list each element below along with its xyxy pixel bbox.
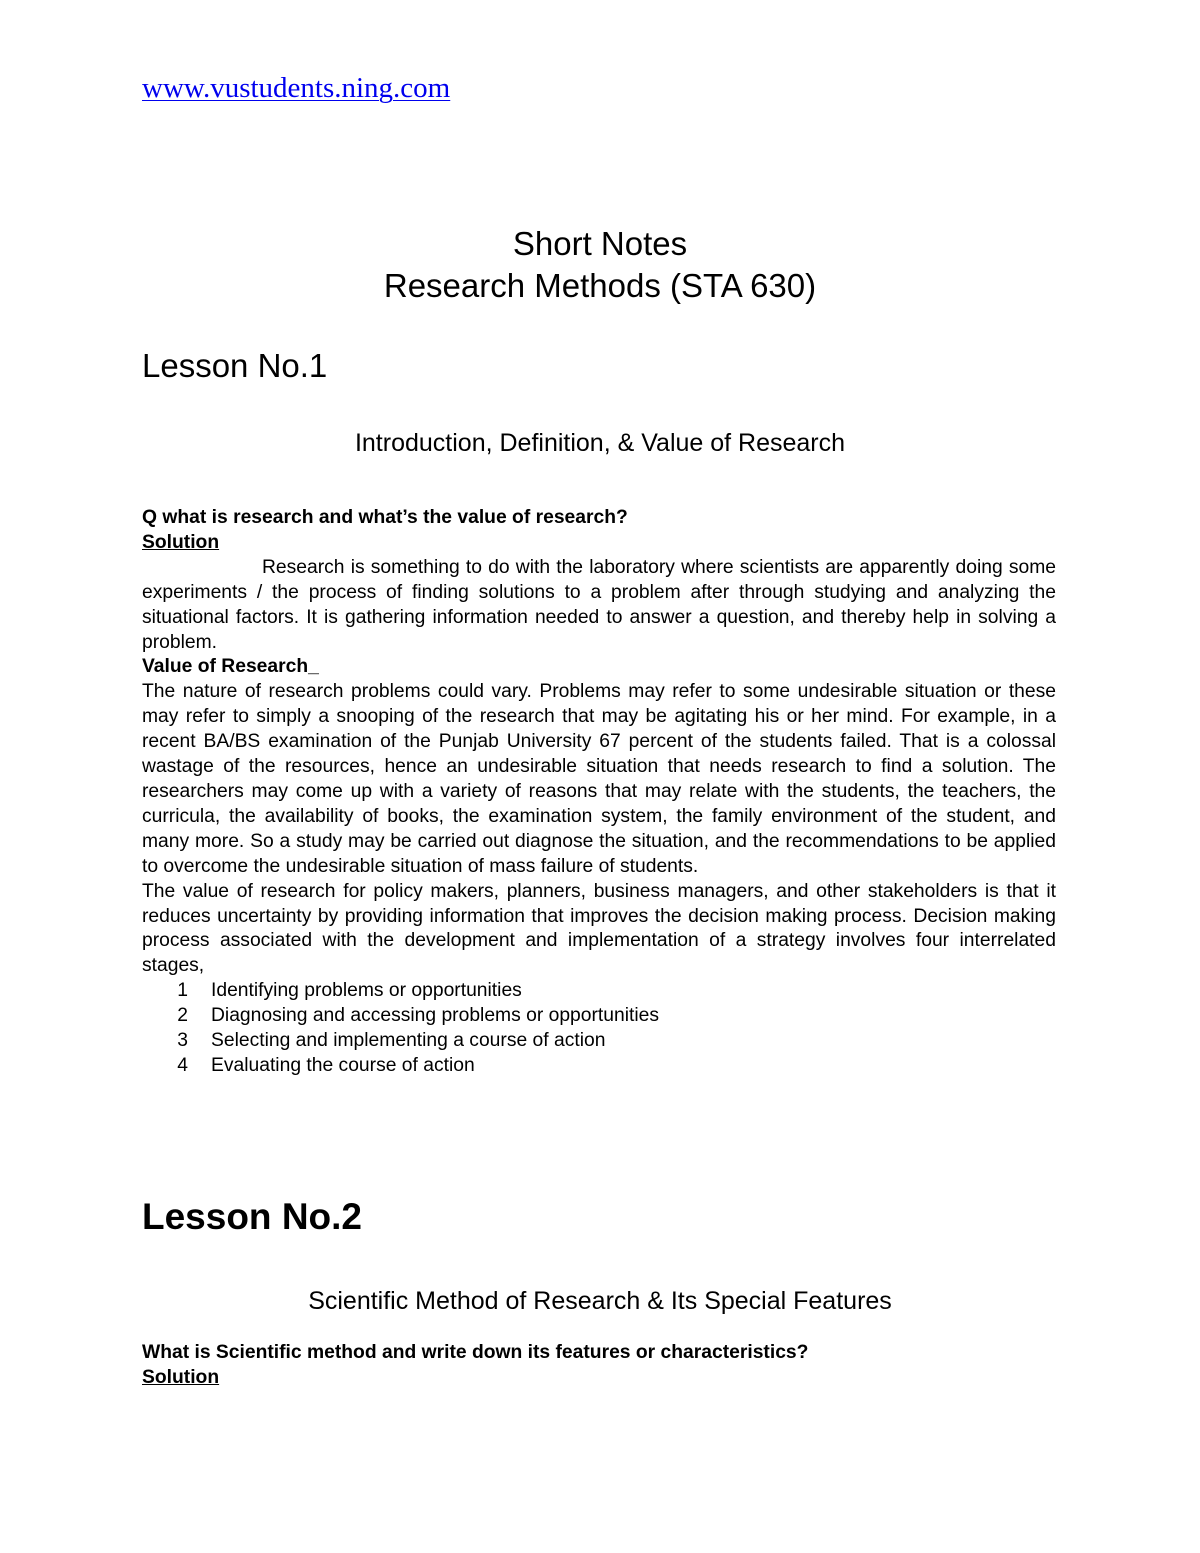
value-of-research-heading: Value of Research_: [142, 656, 319, 678]
lesson-2-solution-label: Solution: [142, 1366, 220, 1388]
value-paragraph-2: The value of research for policy makers, planners, business managers, and other stakeholders is that it reduces uncertainty by providing information that improves the decision making process. Decision making process associated with the development and implementation of a strategy involves four interrelated stages,: [142, 880, 1056, 977]
header-link[interactable]: www.vustudents.ning.com: [142, 72, 451, 104]
list-item-text: Evaluating the course of action: [211, 1054, 475, 1076]
lesson-1-question: Q what is research and what’s the value of research?: [142, 507, 628, 528]
list-item: [142, 1029, 1056, 1054]
list-item-text: Selecting and implementing a course of action: [211, 1030, 606, 1052]
solution-text-content: Research is something to do with the laboratory where scientists are apparently doing some experiments / the process of finding solutions to a problem after through studying and analyzing the situational factors. It is gathering information needed to answer a question, and thereby help in solving a problem.: [142, 556, 1056, 653]
lesson-1-solution-label: Solution: [142, 531, 220, 553]
document-subtitle: Research Methods (STA 630): [383, 267, 817, 304]
list-item-text: Diagnosing and accessing problems or opportunities: [211, 1005, 660, 1027]
lesson-1-heading: Lesson No.1: [142, 347, 328, 384]
list-item-text: Identifying problems or opportunities: [211, 980, 522, 1002]
list-item: [142, 1004, 1056, 1029]
list-item-number: 3: [177, 1030, 188, 1052]
document-title: Short Notes: [512, 225, 688, 262]
lesson-1-solution-text: [142, 556, 1056, 656]
lesson-2-question: What is Scientific method and write down its features or characteristics?: [142, 1342, 809, 1363]
lesson-1-subtitle: Introduction, Definition, & Value of Research: [354, 429, 846, 457]
value-paragraph-1: The nature of research problems could vary. Problems may refer to some undesirable situation or these may refer to simply a snooping of the research that may be agitating his or her mind. For example, in a recent BA/BS examination of the Punjab University 67 percent of the students failed. That is a colossal wastage of the resources, hence an undesirable situation that needs research to find a solution. The researchers may come up with a variety of reasons that may relate with the students, the teachers, the curricula, the availability of books, the examination system, the family environment of the student, and many more. So a study may be carried out diagnose the situation, and the recommendations to be applied to overcome the undesirable situation of mass failure of students.: [142, 681, 1056, 877]
lesson-2-subtitle: Scientific Method of Research & Its Special Features: [308, 1287, 892, 1315]
list-item: [142, 979, 1056, 1004]
lesson-2-heading: Lesson No.2: [142, 1196, 362, 1237]
lesson-1-body: [142, 506, 1056, 1079]
list-item-number: 2: [177, 1005, 188, 1027]
lesson-2-body: [142, 1341, 1056, 1391]
list-item: [142, 1054, 1056, 1079]
list-item-number: 1: [177, 980, 188, 1002]
decision-stages-list: [142, 979, 1056, 1079]
list-item-number: 4: [177, 1054, 188, 1076]
